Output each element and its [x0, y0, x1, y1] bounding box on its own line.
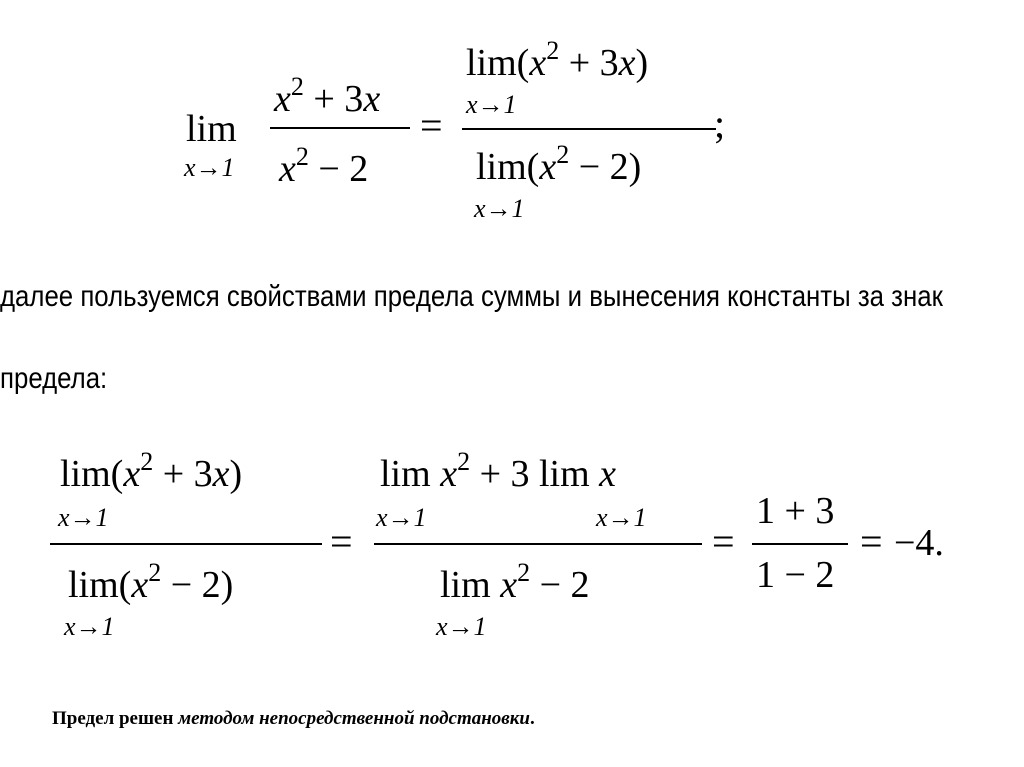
fraction-bar: [374, 543, 702, 545]
numerator-2-subscript-a: x→1: [376, 503, 427, 532]
equals-sign: =: [330, 519, 353, 564]
caption: [52, 708, 535, 730]
fraction-bar: [50, 543, 322, 545]
denominator-1: $\lim(x^2 - 2)$: [68, 558, 234, 606]
numerator-2-subscript-b: x→1: [596, 503, 647, 532]
paragraph-line-1: далее пользуемся свойствами предела суммы и вынесения константы за знак: [0, 280, 943, 313]
caption-suffix: .: [529, 708, 535, 729]
denominator-2: $\lim x^2 - 2$: [440, 558, 590, 606]
limit-subscript: x→1: [184, 153, 235, 182]
denominator-lhs: $x^2 - 2$: [279, 142, 369, 190]
equals-sign: =: [712, 519, 735, 564]
numerator-lhs: $x^2 + 3x$: [274, 72, 381, 120]
lim-operator: lim: [186, 108, 237, 150]
numerator-1: $\lim(x^2 + 3x)$: [60, 447, 243, 495]
denominator-2-subscript: x→1: [436, 612, 487, 641]
numerator-2: $\lim x^2 + 3$ lim x: [380, 447, 617, 495]
numerator-1-subscript: x→1: [58, 503, 109, 532]
numerator-rhs-subscript: x→1: [466, 90, 517, 119]
fraction-bar: [270, 127, 410, 129]
paragraph-line-2: предела:: [0, 362, 108, 395]
final-value: −4.: [894, 522, 944, 564]
denominator-1-subscript: x→1: [64, 612, 115, 641]
numerator-rhs: $\lim(x^2 + 3x)$: [466, 36, 649, 84]
caption-method: методом непосредственной подстановки: [178, 708, 530, 729]
equals-sign: =: [860, 519, 883, 564]
result-numerator: 1 + 3: [756, 490, 835, 532]
fraction-bar: [462, 128, 716, 130]
fraction-bar: [752, 543, 848, 545]
denominator-rhs-subscript: x→1: [474, 194, 525, 223]
equals-sign: =: [420, 103, 443, 148]
semicolon: ;: [714, 101, 726, 146]
caption-prefix: Предел решен: [52, 708, 179, 729]
denominator-rhs: $\lim(x^2 - 2)$: [476, 140, 642, 188]
result-denominator: 1 − 2: [756, 554, 835, 596]
